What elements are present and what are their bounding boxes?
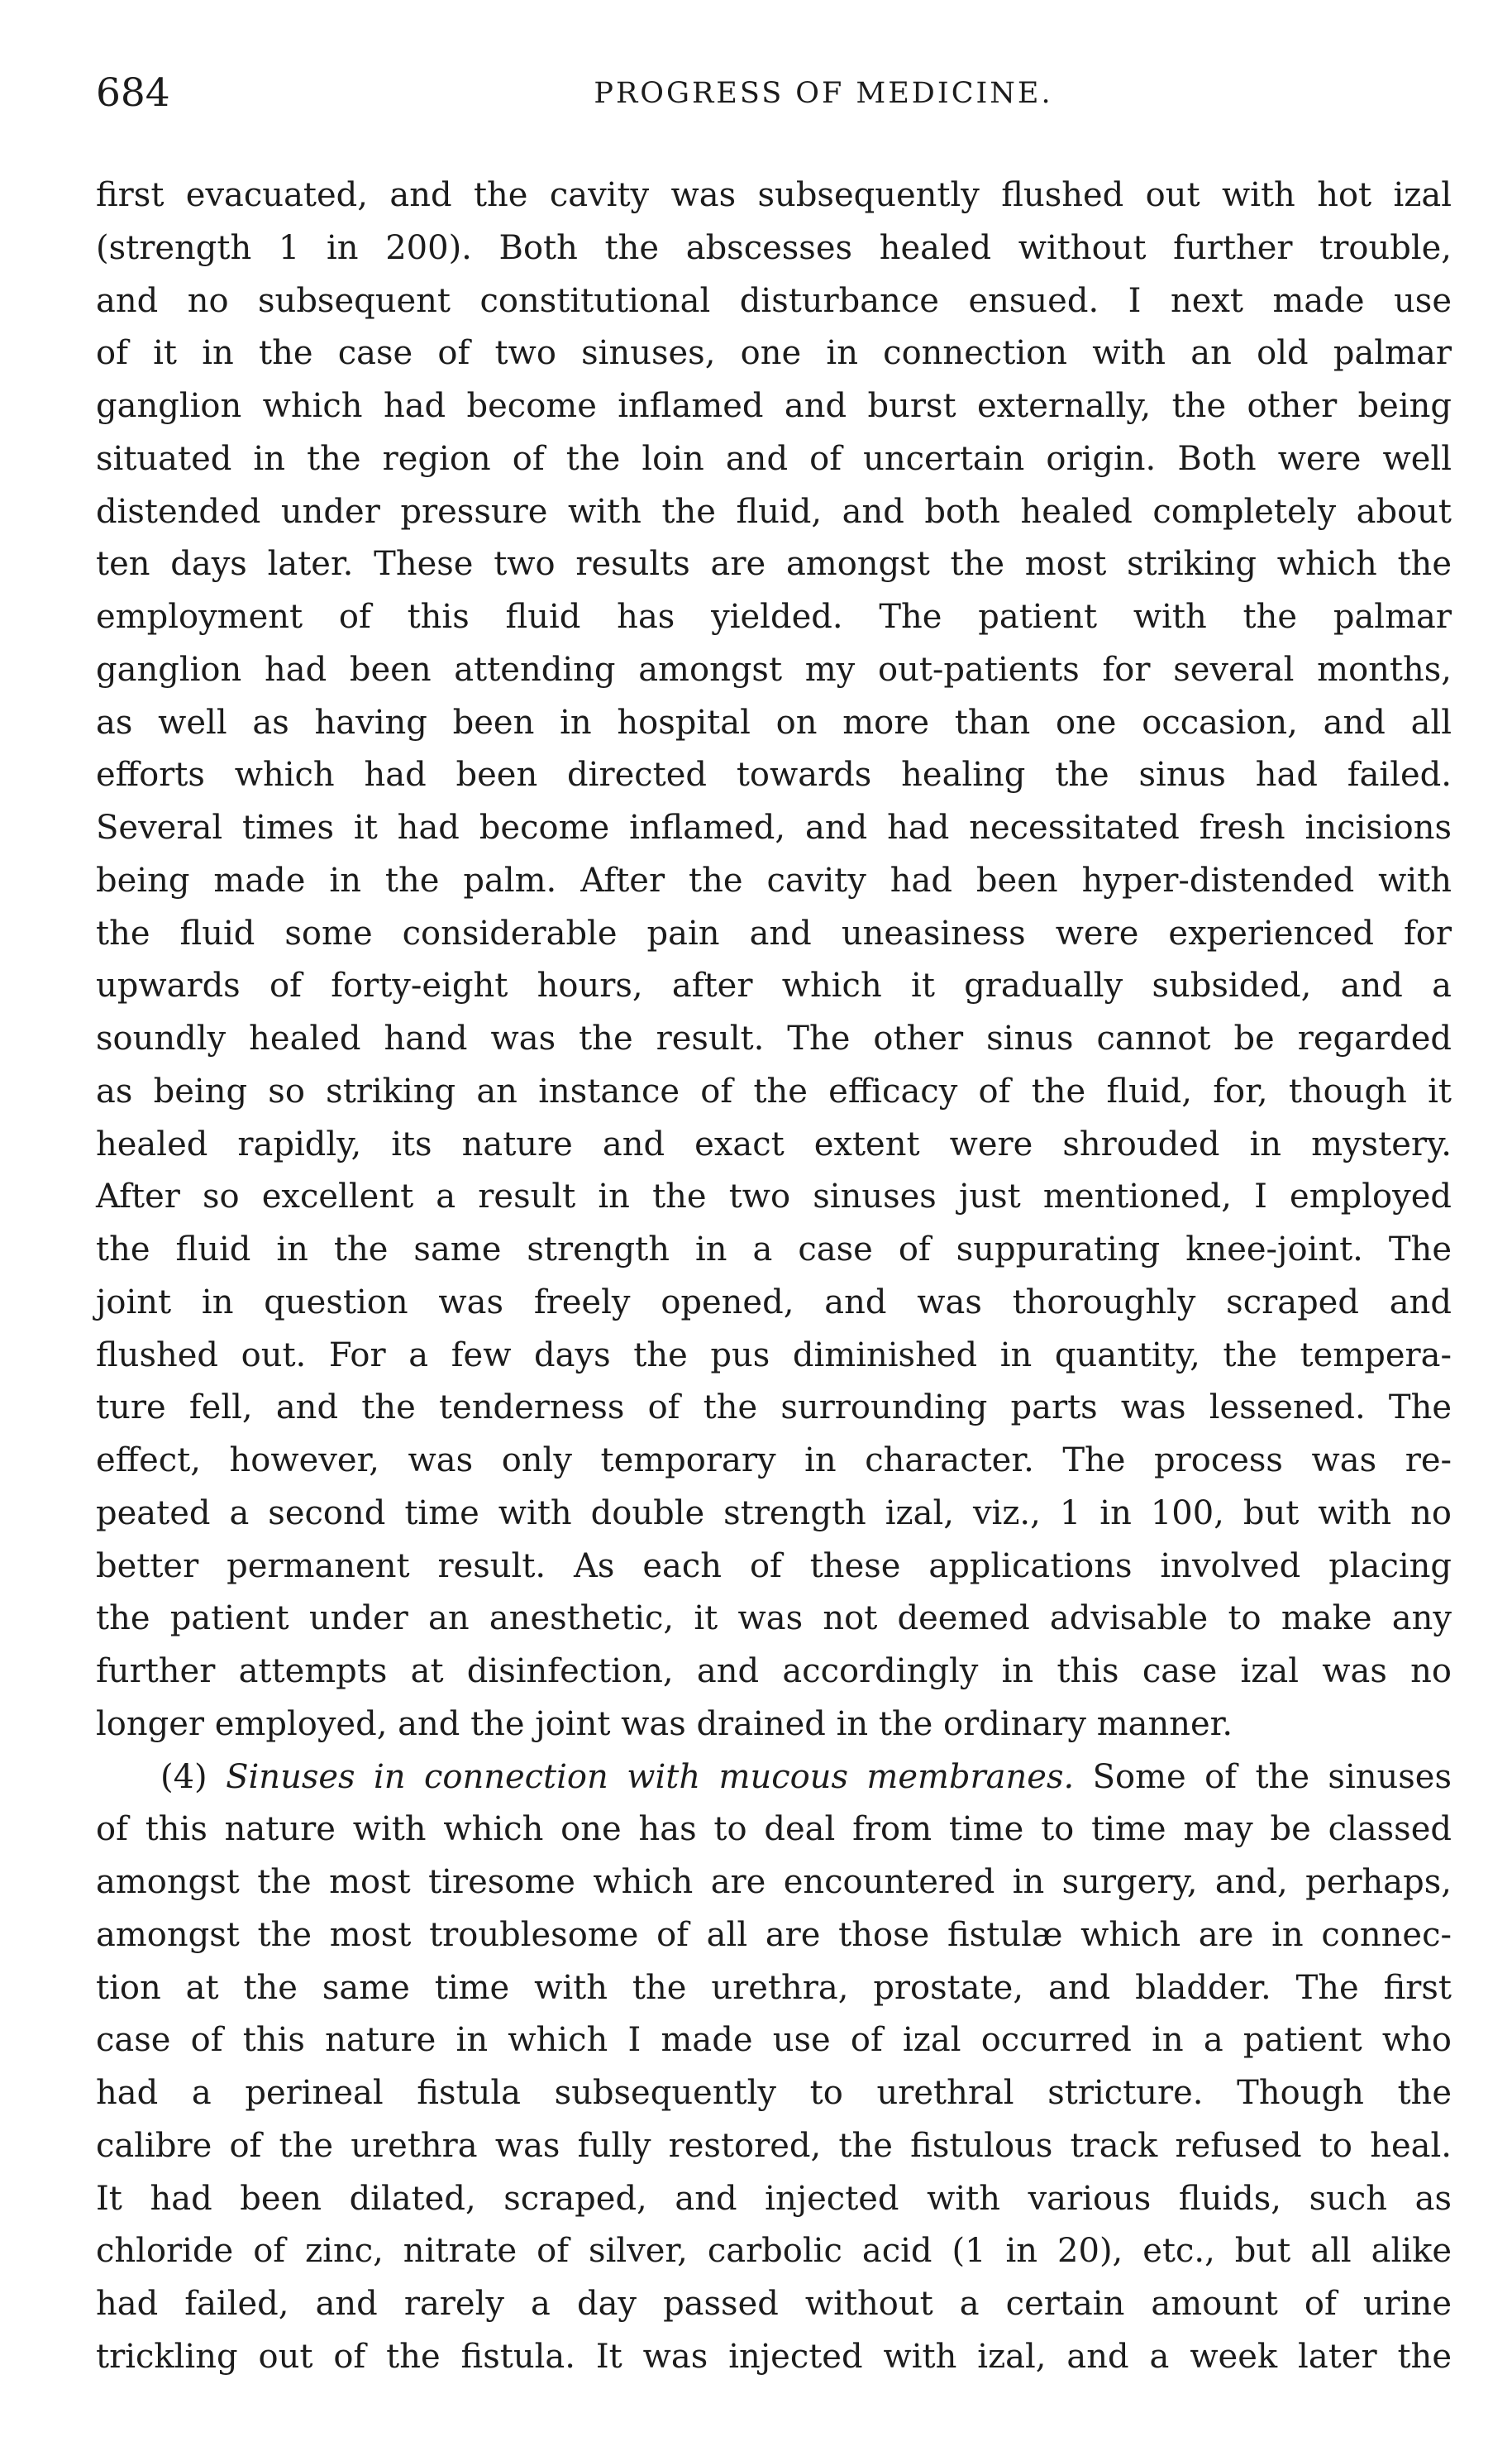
text-line: flushed out. For a few days the pus diminished in quantity, the tempera- — [96, 1335, 1452, 1374]
running-title: PROGRESS OF MEDICINE. — [594, 77, 1053, 110]
section-heading: Sinuses in connection with mucous membranes. — [226, 1757, 1075, 1796]
text-line: employment of this fluid has yielded. The patient with the palmar — [96, 598, 1452, 636]
text-line: had failed, and rarely a day passed without a certain amount of urine — [96, 2285, 1452, 2323]
section-first-line-rest: Some of the sinuses — [1092, 1757, 1452, 1796]
text-line: healed rapidly, its nature and exact extent were shrouded in mystery. — [96, 1125, 1452, 1163]
text-line: It had been dilated, scraped, and injected with various fluids, such as — [96, 2179, 1452, 2218]
text-line: trickling out of the fistula. It was injected with izal, and a week later the — [96, 2337, 1452, 2376]
text-line: the fluid in the same strength in a case of suppurating knee-joint. The — [96, 1230, 1452, 1268]
text-line: efforts which had been directed towards healing the sinus had failed. — [96, 756, 1452, 795]
text-line: soundly healed hand was the result. The other sinus cannot be regarded — [96, 1020, 1452, 1058]
text-line: ture fell, and the tenderness of the surrounding parts was lessened. The — [96, 1388, 1452, 1427]
text-line: upwards of forty-eight hours, after which it gradually subsided, and a — [96, 967, 1452, 1006]
text-line: longer employed, and the joint was drained in the ordinary manner. — [96, 1704, 1233, 1743]
text-line: further attempts at disinfection, and accordingly in this case izal was no — [96, 1652, 1452, 1690]
text-line: first evacuated, and the cavity was subsequently flushed out with hot izal — [96, 176, 1452, 214]
text-line: as well as having been in hospital on more than one occasion, and all — [96, 703, 1452, 742]
page-number: 684 — [96, 70, 170, 116]
text-line: of it in the case of two sinuses, one in connection with an old palmar — [96, 334, 1452, 373]
text-line: joint in question was freely opened, and was thoroughly scraped and — [96, 1283, 1452, 1321]
section-heading-line — [96, 1751, 1452, 1804]
text-line: effect, however, was only temporary in character. The process was re- — [96, 1441, 1452, 1479]
section-number: (4) — [160, 1757, 207, 1796]
body-text — [96, 170, 1452, 2384]
text-line: of this nature with which one has to deal from time to time may be classed — [96, 1810, 1452, 1849]
text-line: situated in the region of the loin and of uncertain origin. Both were well — [96, 439, 1452, 478]
text-line: chloride of zinc, nitrate of silver, carbolic acid (1 in 20), etc., but all alike — [96, 2232, 1452, 2271]
text-line: ganglion had been attending amongst my out-patients for several months, — [96, 650, 1452, 689]
text-line: as being so striking an instance of the efficacy of the fluid, for, though it — [96, 1072, 1452, 1111]
text-line: (strength 1 in 200). Both the abscesses healed without further trouble, — [96, 228, 1452, 267]
text-line: ganglion which had become inflamed and burst externally, the other being — [96, 387, 1452, 425]
text-line: calibre of the urethra was fully restored, the fistulous track refused to heal. — [96, 2126, 1452, 2165]
text-line: peated a second time with double strength izal, viz., 1 in 100, but with no — [96, 1493, 1452, 1532]
text-line: the fluid some considerable pain and uneasiness were experienced for — [96, 914, 1452, 953]
text-line: better permanent result. As each of these applications involved placing — [96, 1546, 1452, 1585]
text-line: amongst the most tiresome which are encountered in surgery, and, perhaps, — [96, 1863, 1452, 1901]
text-line: the patient under an anesthetic, it was not deemed advisable to make any — [96, 1599, 1452, 1638]
running-head — [96, 64, 1452, 122]
text-line: tion at the same time with the urethra, prostate, and bladder. The first — [96, 1968, 1452, 2007]
text-line: distended under pressure with the fluid, and both healed completely about — [96, 492, 1452, 531]
text-line: amongst the most troublesome of all are those fistulæ which are in connec- — [96, 1915, 1452, 1954]
text-line: being made in the palm. After the cavity had been hyper-distended with — [96, 861, 1452, 900]
text-line: After so excellent a result in the two sinuses just mentioned, I employed — [96, 1178, 1452, 1216]
text-line: case of this nature in which I made use of izal occurred in a patient who — [96, 2021, 1452, 2060]
text-line: and no subsequent constitutional disturbance ensued. I next made use — [96, 281, 1452, 320]
text-line: Several times it had become inflamed, and had necessitated fresh incisions — [96, 809, 1452, 847]
text-line: ten days later. These two results are amongst the most striking which the — [96, 545, 1452, 584]
text-line: had a perineal fistula subsequently to urethral stricture. Though the — [96, 2074, 1452, 2112]
